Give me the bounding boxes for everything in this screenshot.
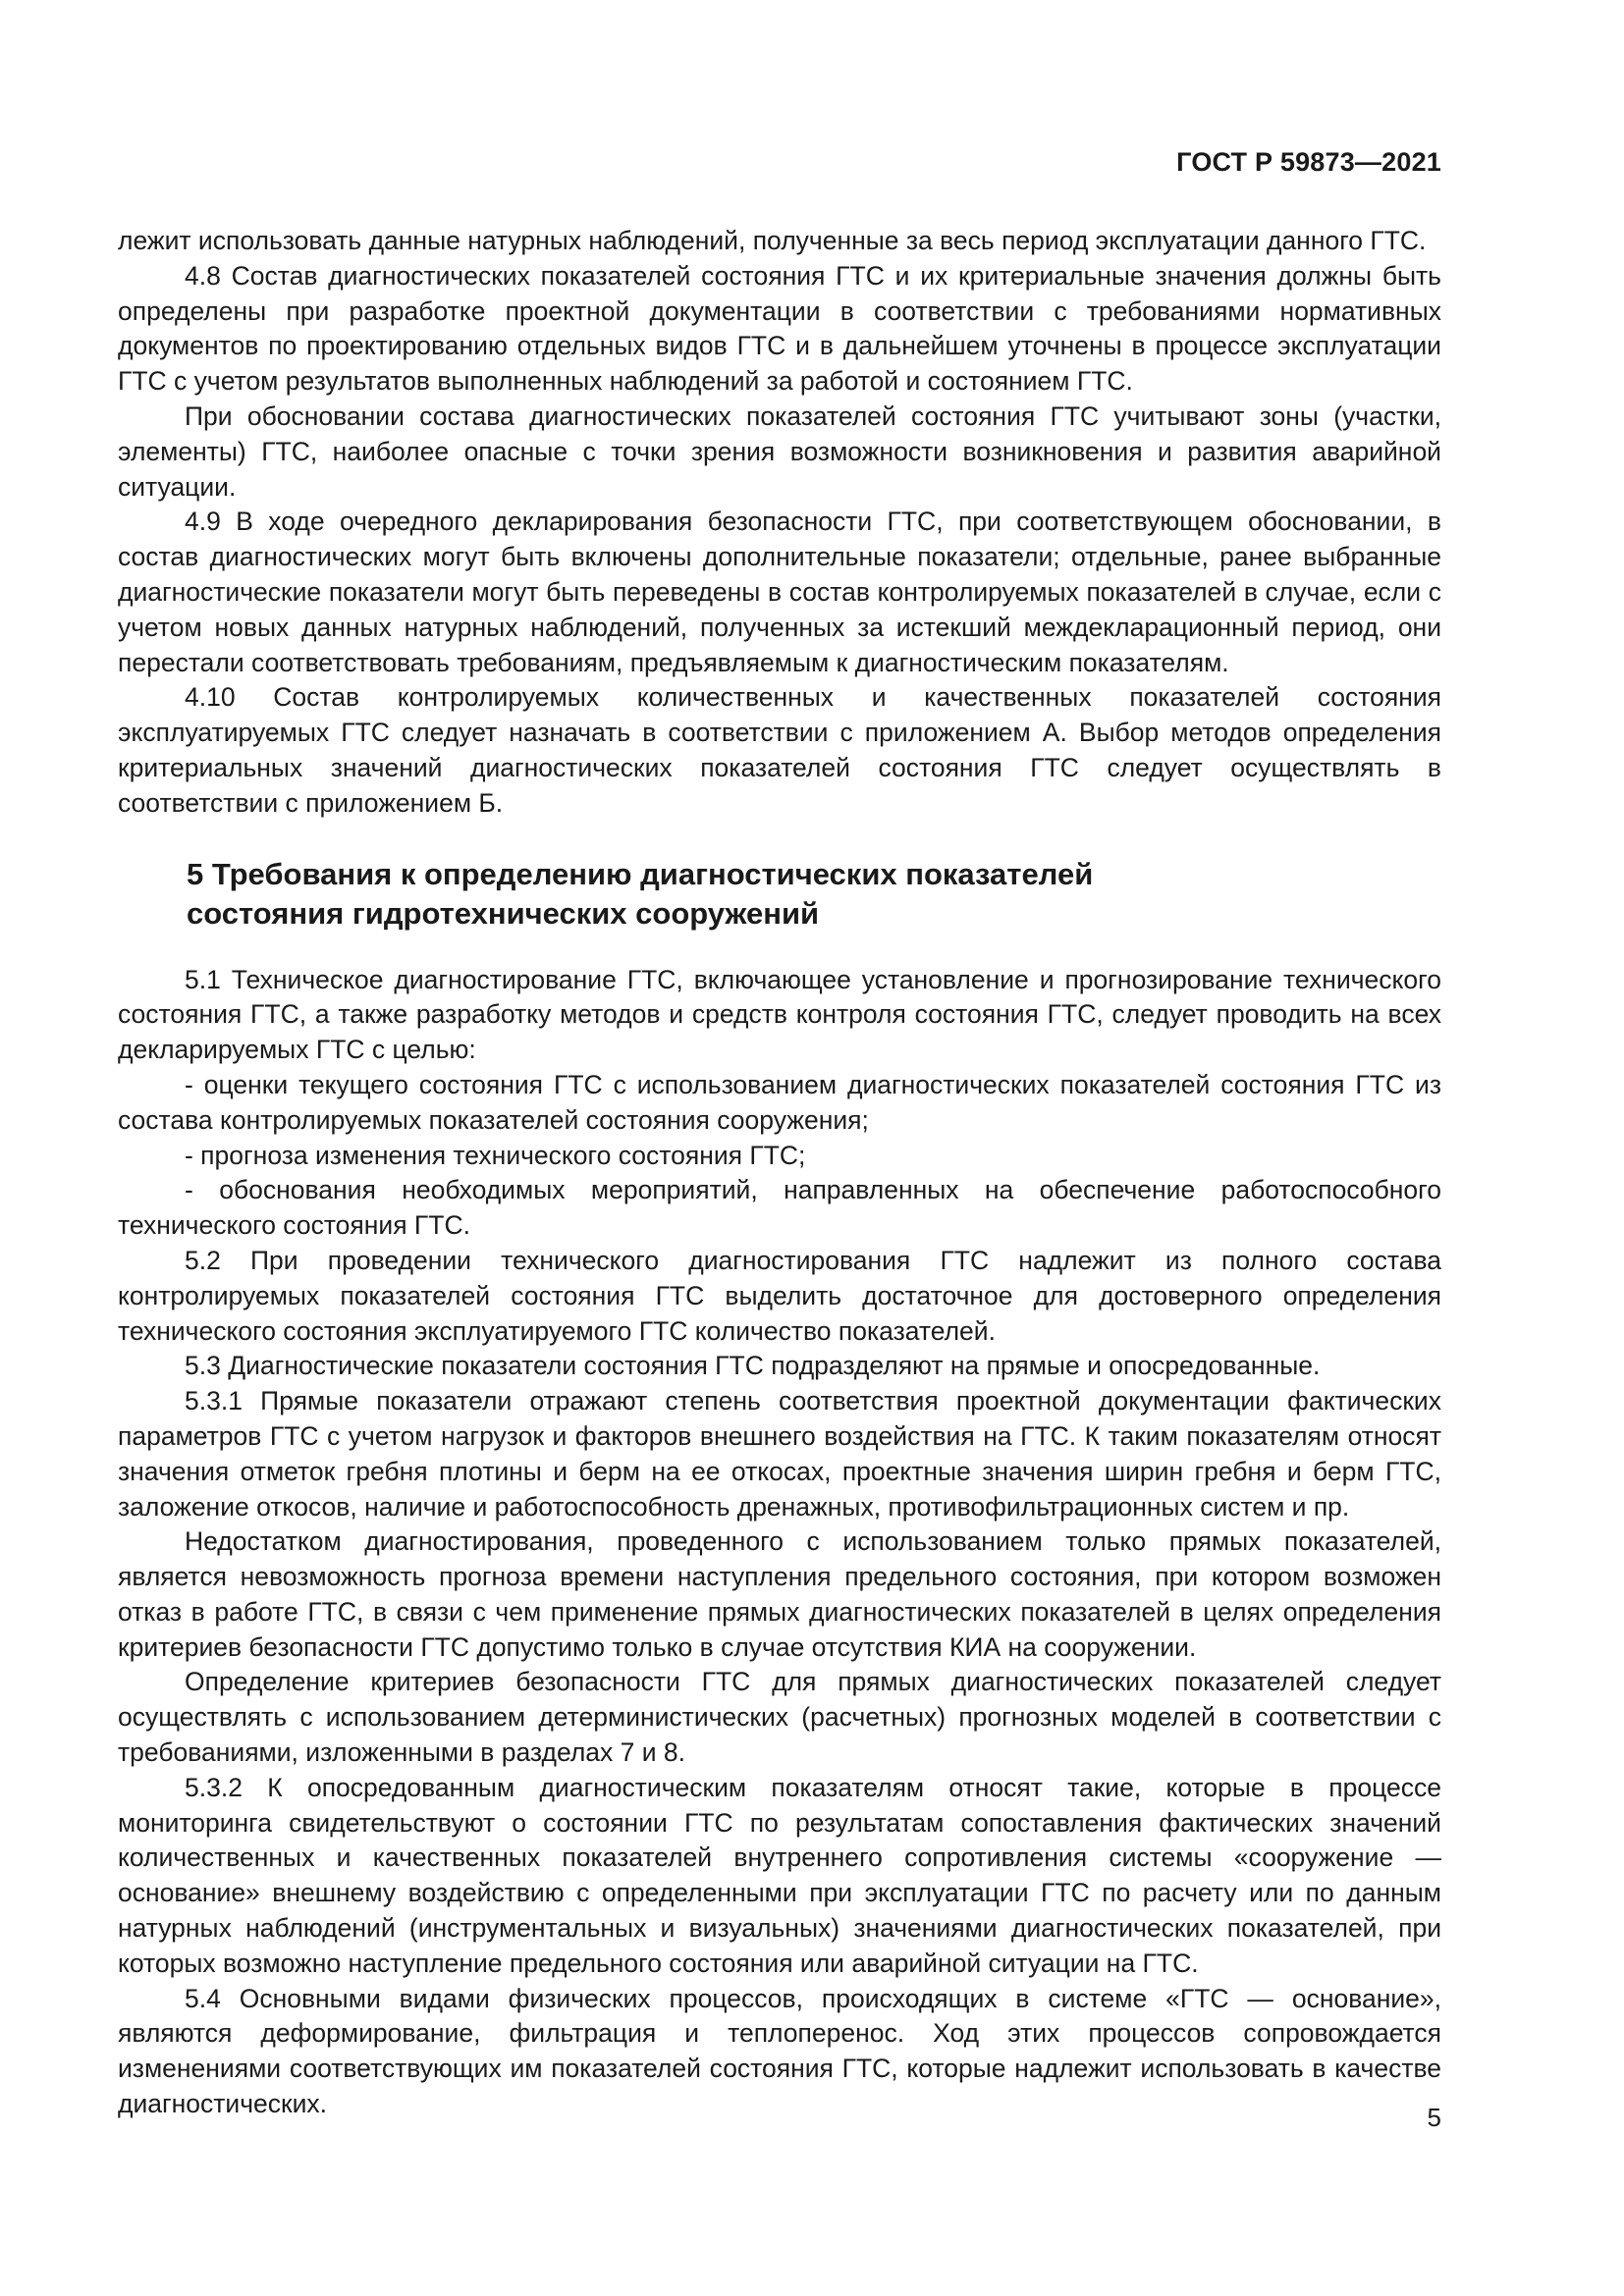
paragraph-5-2: 5.2 При проведении технического диагностирования ГТС надлежит из полного состава контролируемых показателей состояния ГТС выделить достаточное для достоверного определения технического состояния эксплуатируемого ГТС количество показателей.: [118, 1245, 1441, 1346]
paragraph-5-1: 5.1 Техническое диагностирование ГТС, включающее установление и прогнозирование технического состояния ГТС, а также разработку методов и средств контроля состояния ГТС, следует проводить на всех декларируемых ГТС с целью:: [118, 964, 1441, 1065]
paragraph-4-8: 4.8 Состав диагностических показателей состояния ГТС и их критериальные значения должны быть определены при разработке проектной документации в соответствии с требованиями нормативных документов по проектированию отдельных видов ГТС и в дальнейшем уточнены в процессе эксплуатации ГТС с учетом результатов выполненных наблюдений за работой и состоянием ГТС.: [118, 260, 1441, 397]
page-number: 5: [1427, 2103, 1441, 2132]
paragraph-5-3: 5.3 Диагностические показатели состояния ГТС подразделяют на прямые и опосредованные.: [185, 1351, 1321, 1381]
section-5-heading-line-1: 5 Требования к определению диагностических показателей: [187, 856, 1094, 891]
paragraph-drawback: Недостатком диагностирования, проведенного с использованием только прямых показателей, является невозможность прогноза времени наступления предельного состояния, при котором возможен отказ в работе ГТС, в связи с чем применение прямых диагностических показателей в целях определения критериев безопасности ГТС допустимо только в случае отсутствия КИА на сооружении.: [118, 1526, 1441, 1662]
list-item-assessment: - оценки текущего состояния ГТС с использованием диагностических показателей состояния ГТС из состава контролируемых показателей состояния сооружения;: [118, 1069, 1441, 1135]
page-body: [118, 224, 1441, 2122]
document-code-header: ГОСТ Р 59873—2021: [1176, 147, 1441, 177]
paragraph-5-3-1: 5.3.1 Прямые показатели отражают степень соответствия проектной документации фактических параметров ГТС с учетом нагрузок и факторов внешнего воздействия на ГТС. К таким показателям относят значения отметок гребня плотины и берм на ее откосах, проектные значения ширин гребня и берм ГТС, заложение откосов, наличие и работоспособность дренажных, противофильтрационных систем и пр.: [118, 1386, 1441, 1522]
section-5-heading: [118, 855, 1441, 934]
section-5-heading-line-2: состояния гидротехнических сооружений: [187, 895, 820, 931]
paragraph-5-3-2: 5.3.2 К опосредованным диагностическим показателям относят такие, которые в процессе мониторинга свидетельствуют о состоянии ГТС по результатам сопоставления фактических значений количественных и качественных показателей внутреннего сопротивления системы «сооружение — основание» внешнему воздействию с определенными при эксплуатации ГТС по расчету или по данным натурных наблюдений (инструментальных и визуальных) значениями диагностических показателей, при которых возможно наступление предельного состояния или аварийной ситуации на ГТС.: [118, 1772, 1441, 1978]
paragraph-continuation: лежит использовать данные натурных наблюдений, полученные за весь период эксплуатации данного ГТС.: [118, 226, 1427, 255]
paragraph-5-4: 5.4 Основными видами физических процессов, происходящих в системе «ГТС — основание», являются деформирование, фильтрация и теплоперенос. Ход этих процессов сопровождается изменениями соответствующих им показателей состояния ГТС, которые надлежит использовать в качестве диагностических.: [118, 1983, 1441, 2119]
paragraph-4-9: 4.9 В ходе очередного декларирования безопасности ГТС, при соответствующем обосновании, в состав диагностических могут быть включены дополнительные показатели; отдельные, ранее выбранные диагностические показатели могут быть переведены в состав контролируемых показателей в случае, если с учетом новых данных натурных наблюдений, полученных за истекший междекларационный период, они перестали соответствовать требованиям, предъявляемым к диагностическим показателям.: [118, 507, 1441, 677]
list-item-justification: - обоснования необходимых мероприятий, направленных на обеспечение работоспособного технического состояния ГТС.: [118, 1175, 1441, 1241]
paragraph-4-8-note: При обосновании состава диагностических показателей состояния ГТС учитывают зоны (участки, элементы) ГТС, наиболее опасные с точки зрения возможности возникновения и развития аварийной ситуации.: [118, 400, 1441, 502]
paragraph-4-10: 4.10 Состав контролируемых количественных и качественных показателей состояния эксплуатируемых ГТС следует назначать в соответствии с приложением А. Выбор методов определения критериальных значений диагностических показателей состояния ГТС следует осуществлять в соответствии с приложением Б.: [118, 682, 1441, 818]
list-item-forecast: - прогноза изменения технического состояния ГТС;: [185, 1140, 806, 1170]
paragraph-criteria: Определение критериев безопасности ГТС для прямых диагностических показателей следует осуществлять с использованием детерминистических (расчетных) прогнозных моделей в соответствии с требованиями, изложенными в разделах 7 и 8.: [118, 1667, 1441, 1768]
